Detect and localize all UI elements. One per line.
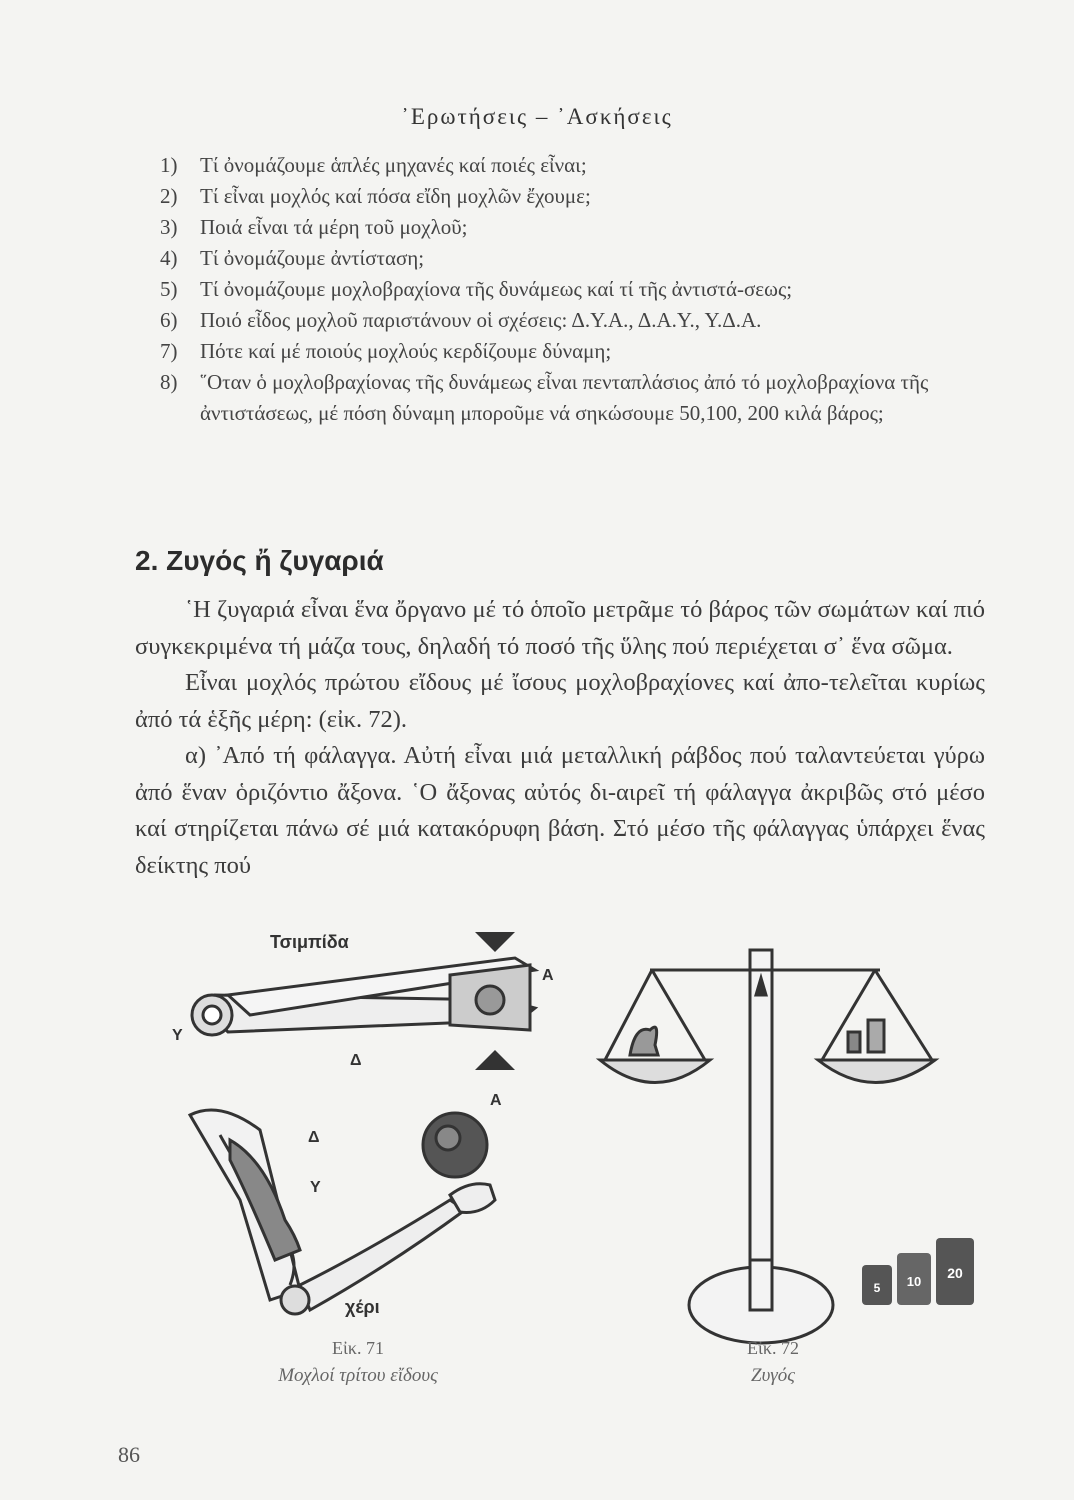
arrow-down-icon (475, 932, 515, 952)
figure-71-subcaption: Μοχλοί τρίτου εἴδους (278, 1365, 438, 1386)
question-text: Τί ὀνομάζουμε μοχλοβραχίονα τῆς δυνάμεως καί τί τῆς ἀντιστά-σεως; (200, 277, 793, 301)
question-text: Ποιό εἶδος μοχλοῦ παριστάνουν οἱ σχέσεις: Δ.Υ.Α., Δ.Α.Υ., Υ.Δ.Α. (200, 308, 762, 332)
paragraph: Εἶναι μοχλός πρώτου εἴδους μέ ἴσους μοχλοβραχίονες καί ἀπο-τελεῖται κυρίως ἀπό τά ἑξῆς μέρη: (εἰκ. 72). (135, 669, 985, 733)
question-text: Ποιά εἶναι τά μέρη τοῦ μοχλοῦ; (200, 215, 468, 239)
page-number: 86 (118, 1442, 140, 1467)
arrow-up-icon (475, 1050, 515, 1070)
fig71-label-hand: χέρι (345, 1297, 380, 1317)
question-item (160, 274, 980, 305)
fig71-label-a-top: Α (542, 967, 554, 984)
weights-set (862, 1238, 974, 1305)
fig71-label-y-top: Υ (172, 1027, 183, 1044)
question-item (160, 305, 980, 336)
paragraph: ῾Η ζυγαριά εἶναι ἕνα ὄργανο μέ τό ὁποῖο μετρᾶμε τό βάρος τῶν σωμάτων καί πιό συγκεκριμένα τή μάζα τους, δηλαδή τό ποσό τῆς ὕλης πού περιέχεται σ᾽ ἕνα σῶμα. (135, 596, 985, 660)
question-number: 2) (160, 184, 178, 208)
weight-label: 5 (873, 1281, 881, 1295)
fig71-label-a-arm: Α (490, 1092, 502, 1109)
question-item (160, 336, 980, 367)
figures-area (0, 920, 1074, 1410)
fig71-label-d-arm: Δ (308, 1129, 320, 1146)
fig71-label-d-top: Δ (350, 1052, 362, 1069)
fig71-label-y-arm: Υ (310, 1179, 321, 1196)
question-number: 8) (160, 370, 178, 394)
weight-label: 20 (947, 1265, 963, 1281)
tweezers-drawing (192, 958, 535, 1035)
weight-label: 10 (906, 1274, 922, 1289)
question-item (160, 212, 980, 243)
arm-drawing (190, 1110, 495, 1314)
question-text: Τί εἶναι μοχλός καί πόσα εἴδη μοχλῶν ἔχουμε; (200, 184, 591, 208)
figure-72-caption (663, 1338, 883, 1387)
figure-72-number: Εἰκ. 72 (747, 1338, 799, 1358)
question-item (160, 150, 980, 181)
question-number: 4) (160, 246, 178, 270)
question-number: 5) (160, 277, 178, 301)
figure-71-number: Εἰκ. 71 (332, 1338, 384, 1358)
question-number: 7) (160, 339, 178, 363)
question-text: Τί ὀνομάζουμε ἀντίσταση; (200, 246, 425, 270)
question-number: 6) (160, 308, 178, 332)
question-item (160, 181, 980, 212)
section-body (135, 592, 985, 884)
question-number: 1) (160, 153, 178, 177)
question-text: Τί ὀνομάζουμε ἁπλές μηχανές καί ποιές εἶναι; (200, 153, 587, 177)
fig71-label-tweezers: Τσιμπίδα (270, 932, 349, 952)
question-number: 3) (160, 215, 178, 239)
paragraph: α) ᾿Από τή φάλαγγα. Αὐτή εἶναι μιά μεταλλική ράβδος πού ταλαντεύεται γύρω ἀπό ἕναν ὁριζόντιο ἄξονα. ῾Ο ἄξονας αὐτός δι-αιρεῖ τή φάλαγγα ἀκριβῶς στό μέσο καί στηρίζεται πάνω σέ μιά κατακόρυφη βάση. Στό μέσο τῆς φάλαγγας ὑπάρχει ἕνας δείκτης πού (135, 742, 985, 879)
figure-71-caption (248, 1338, 468, 1387)
questions-list (160, 150, 980, 429)
figure-72-subcaption: Ζυγός (751, 1365, 795, 1386)
question-text: ῞Οταν ὁ μοχλοβραχίονας τῆς δυνάμεως εἶναι πενταπλάσιος ἀπό τό μοχλοβραχίονα τῆς ἀντιστάσεως, μέ πόση δύναμη μποροῦμε νά σηκώσουμε 50,100, 200 κιλά βάρος; (200, 370, 929, 425)
question-item (160, 367, 980, 429)
question-text: Πότε καί μέ ποιούς μοχλούς κερδίζουμε δύναμη; (200, 339, 612, 363)
questions-title: ᾿Ερωτήσεις – ᾿Ασκήσεις (401, 104, 673, 129)
section-title: 2. Ζυγός ἤ ζυγαριά (135, 545, 384, 576)
question-item (160, 243, 980, 274)
